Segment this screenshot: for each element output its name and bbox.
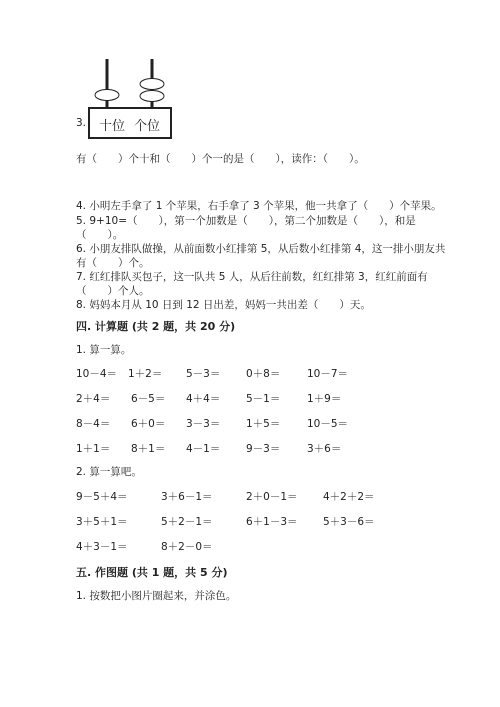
calc-item: 5－1＝	[246, 393, 281, 405]
abacus-label-ones: 个位	[134, 119, 161, 134]
calc-item: 5＋2－1＝	[161, 516, 213, 528]
calc-item: 3＋6－1＝	[161, 491, 213, 503]
calc-item: 4＋2＋2＝	[323, 491, 375, 503]
question-4: 4. 小明左手拿了 1 个苹果，右手拿了 3 个苹果，他一共拿了（ ）个苹果。	[76, 200, 442, 212]
abacus-bead	[95, 90, 119, 101]
section-4-sub2: 2. 算一算吧。	[76, 466, 142, 478]
calc-item: 8＋2－0＝	[161, 541, 213, 553]
calc-item: 3＋6＝	[307, 443, 342, 455]
calc-item: 3＋5＋1＝	[76, 516, 128, 528]
question-5-line2: （ ）。	[76, 229, 124, 241]
calc-item: 1＋2＝	[128, 368, 163, 380]
calc-item: 4－1＝	[186, 443, 221, 455]
question-6-line2: 有（ ）个。	[76, 257, 150, 269]
calc-item: 2＋0－1＝	[246, 491, 298, 503]
calc-item: 6＋0＝	[131, 418, 166, 430]
calc-item: 1＋9＝	[307, 393, 342, 405]
calc-item: 10－4＝	[76, 368, 118, 380]
calc-item: 8＋1＝	[131, 443, 166, 455]
calc-item: 6＋1－3＝	[246, 516, 298, 528]
calc-item: 1＋1＝	[76, 443, 111, 455]
calc-item: 4＋4＝	[186, 393, 221, 405]
abacus-bead	[140, 79, 164, 90]
calc-item: 5－3＝	[186, 368, 221, 380]
section-4-title: 四. 计算题 (共 2 题，共 20 分)	[76, 320, 236, 333]
section-5-sub1: 1. 按数把小图片圈起来，并涂色。	[76, 590, 237, 602]
calc-item: 9－5＋4＝	[76, 491, 128, 503]
question-6-line1: 6. 小朋友排队做操，从前面数小红排第 5，从后数小红排第 4，这一排小朋友共	[76, 243, 446, 255]
question-3-text: 有（ ）个十和（ ）个一的是（ ），读作：（ ）。	[76, 153, 365, 165]
question-number-3: 3.	[76, 117, 87, 129]
section-4-sub1: 1. 算一算。	[76, 344, 132, 356]
abacus-label-tens: 十位	[99, 119, 126, 134]
abacus-figure	[60, 55, 190, 150]
calc-item: 8－4＝	[76, 418, 111, 430]
calc-item: 6－5＝	[131, 393, 166, 405]
calc-item: 10－7＝	[307, 368, 349, 380]
question-8: 8. 妈妈本月从 10 日到 12 日出差，妈妈一共出差（ ）天。	[76, 299, 371, 311]
calc-item: 3－3＝	[186, 418, 221, 430]
calc-item: 9－3＝	[246, 443, 281, 455]
calc-item: 5＋3－6＝	[323, 516, 375, 528]
abacus-bead	[140, 91, 164, 102]
question-7-line1: 7. 红红排队买包子，这一队共 5 人，从后往前数，红红排第 3，红红前面有	[76, 271, 428, 283]
question-5-line1: 5. 9+10=（ ），第一个加数是（ ），第二个加数是（ ），和是	[76, 215, 416, 227]
question-7-line2: （ ）个人。	[76, 285, 150, 297]
calc-item: 0＋8＝	[246, 368, 281, 380]
calc-item: 1＋5＝	[246, 418, 281, 430]
calc-item: 10－5＝	[307, 418, 349, 430]
calc-item: 2＋4＝	[76, 393, 111, 405]
abacus-drawing	[60, 55, 190, 150]
calc-item: 4＋3－1＝	[76, 541, 128, 553]
section-5-title: 五. 作图题 (共 1 题，共 5 分)	[76, 566, 228, 579]
